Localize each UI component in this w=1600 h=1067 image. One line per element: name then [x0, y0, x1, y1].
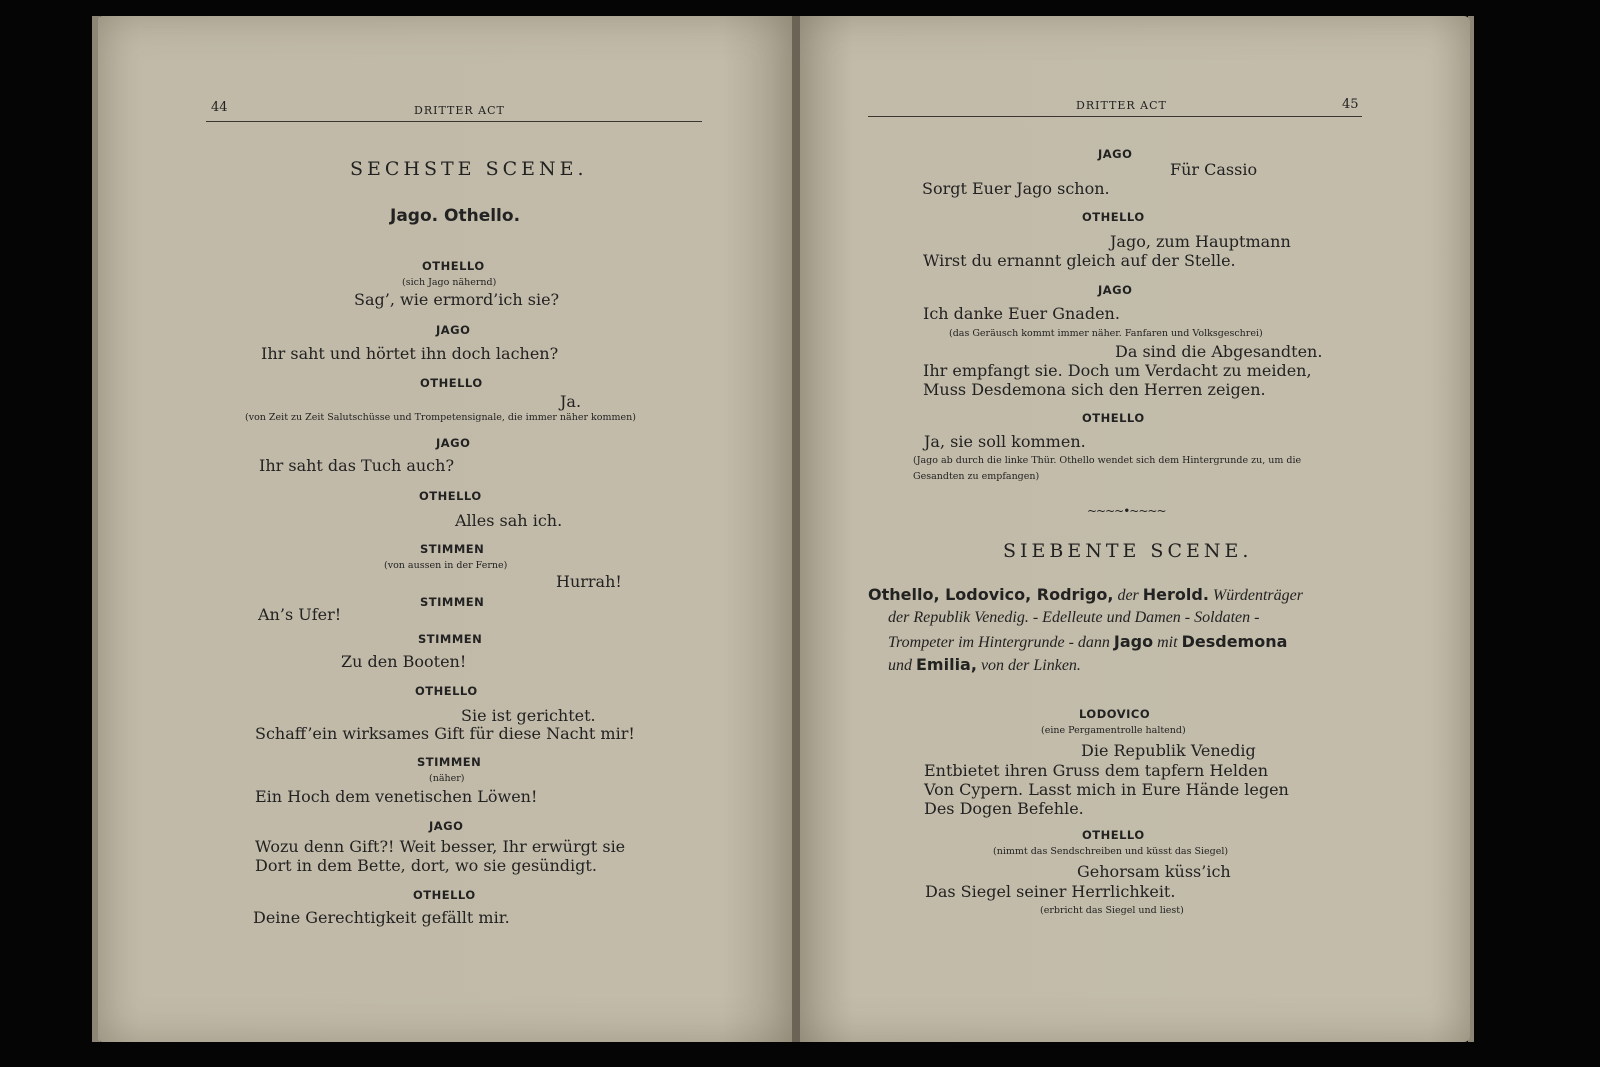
speaker-label: STIMMEN — [420, 542, 485, 556]
dialogue-line: Ich danke Euer Gnaden. — [923, 304, 1120, 323]
stage-direction: Gesandten zu empfangen) — [913, 471, 1040, 482]
running-head: DRITTER ACT — [414, 104, 505, 117]
dialogue-line: Hurrah! — [556, 572, 622, 591]
cast-names: Emilia, — [916, 655, 977, 674]
dialogue-line: Ein Hoch dem venetischen Löwen! — [255, 787, 538, 806]
header-rule — [868, 116, 1362, 117]
stage-direction: (näher) — [429, 773, 465, 784]
dialogue-line: Ihr saht das Tuch auch? — [259, 456, 455, 475]
speaker-label: OTHELLO — [415, 684, 478, 698]
cast-names: Jago — [1113, 632, 1154, 651]
speaker-label: JAGO — [436, 323, 471, 337]
dialogue-line: Ja. — [560, 392, 582, 411]
dialogue-line: Muss Desdemona sich den Herren zeigen. — [923, 380, 1266, 399]
stage-direction: (das Geräusch kommt immer näher. Fanfaren und Volksgeschrei) — [949, 328, 1263, 339]
intro-text: Trompeter im Hintergrunde - dann — [888, 634, 1110, 651]
dialogue-line: Zu den Booten! — [341, 652, 467, 671]
dialogue-line: Ja, sie soll kommen. — [924, 432, 1086, 451]
speaker-label: OTHELLO — [413, 888, 476, 902]
running-head: DRITTER ACT — [1076, 99, 1167, 112]
speaker-label: STIMMEN — [417, 755, 482, 769]
book-gutter — [792, 16, 800, 1042]
stage-direction: (erbricht das Siegel und liest) — [1040, 905, 1184, 916]
stage-direction: (nimmt das Sendschreiben und küsst das Siegel) — [993, 846, 1229, 857]
dialogue-line: Sie ist gerichtet. — [461, 706, 596, 725]
stage-direction: (eine Pergamentrolle haltend) — [1041, 725, 1186, 736]
scene-intro-line — [888, 632, 1287, 652]
intro-text: Würdenträger — [1212, 587, 1303, 604]
cast-names: Herold. — [1142, 585, 1209, 604]
dialogue-line: Ihr saht und hörtet ihn doch lachen? — [261, 344, 559, 363]
intro-text: von der Linken. — [980, 657, 1081, 674]
intro-text: und — [888, 657, 912, 674]
dialogue-line: Dort in dem Bette, dort, wo sie gesündigt. — [255, 856, 597, 875]
speaker-label: JAGO — [436, 436, 471, 450]
dialogue-line: Schaff’ein wirksames Gift für diese Nacht mir! — [255, 724, 635, 743]
speaker-label: JAGO — [429, 819, 464, 833]
dialogue-line: Wozu denn Gift?! Weit besser, Ihr erwürgt sie — [255, 837, 626, 856]
speaker-label: JAGO — [1098, 283, 1133, 297]
speaker-label: OTHELLO — [419, 489, 482, 503]
cast-names: Othello, Lodovico, Rodrigo, — [868, 585, 1114, 604]
stage-direction: (sich Jago nähernd) — [402, 277, 497, 288]
cast-list: Jago. Othello. — [390, 206, 521, 226]
speaker-label: OTHELLO — [1082, 828, 1145, 842]
scene-intro-line — [888, 655, 1081, 675]
page-number: 44 — [211, 100, 228, 115]
stage-direction: (von Zeit zu Zeit Salutschüsse und Trompetensignale, die immer näher kommen) — [245, 412, 636, 423]
speaker-label: OTHELLO — [422, 259, 485, 273]
dialogue-line: Da sind die Abgesandten. — [1115, 342, 1323, 361]
intro-text: der — [1117, 587, 1139, 604]
dialogue-line: Das Siegel seiner Herrlichkeit. — [925, 882, 1176, 901]
speaker-label: OTHELLO — [420, 376, 483, 390]
dialogue-line: Deine Gerechtigkeit gefällt mir. — [253, 908, 510, 927]
dialogue-line: Alles sah ich. — [455, 511, 563, 530]
cast-names: Desdemona — [1181, 632, 1288, 651]
scene-intro-line — [868, 585, 1303, 605]
speaker-label: LODOVICO — [1079, 707, 1151, 721]
scene-title: SIEBENTE SCENE. — [1003, 540, 1253, 562]
intro-text: der Republik Venedig. - Edelleute und Damen - Soldaten - — [888, 609, 1260, 626]
page-number: 45 — [1342, 97, 1359, 112]
dialogue-line: An’s Ufer! — [258, 605, 342, 624]
dialogue-line: Ihr empfangt sie. Doch um Verdacht zu meiden, — [923, 361, 1312, 380]
book-spread — [98, 16, 1470, 1042]
dialogue-line: Wirst du ernannt gleich auf der Stelle. — [923, 251, 1236, 270]
intro-text: mit — [1157, 634, 1178, 651]
dialogue-line: Entbietet ihren Gruss dem tapfern Helden — [924, 761, 1268, 780]
speaker-label: JAGO — [1098, 147, 1133, 161]
stage-direction: (von aussen in der Ferne) — [384, 560, 508, 571]
scene-title: SECHSTE SCENE. — [350, 158, 588, 180]
dialogue-line: Für Cassio — [1170, 160, 1258, 179]
speaker-label: STIMMEN — [420, 595, 485, 609]
speaker-label: STIMMEN — [418, 632, 483, 646]
left-page — [98, 16, 792, 1042]
dialogue-line: Gehorsam küss’ich — [1077, 862, 1231, 881]
header-rule — [206, 121, 702, 122]
dialogue-line: Des Dogen Befehle. — [924, 799, 1084, 818]
dialogue-line: Jago, zum Hauptmann — [1110, 232, 1291, 251]
scene-intro-line — [888, 609, 1259, 627]
dialogue-line: Sag’, wie ermord’ich sie? — [354, 290, 560, 309]
dialogue-line: Die Republik Venedig — [1081, 741, 1256, 760]
speaker-label: OTHELLO — [1082, 210, 1145, 224]
right-page — [800, 16, 1470, 1042]
dialogue-line: Von Cypern. Lasst mich in Eure Hände legen — [924, 780, 1289, 799]
stage-direction: (Jago ab durch die linke Thür. Othello wendet sich dem Hintergrunde zu, um die — [913, 455, 1302, 466]
dialogue-line: Sorgt Euer Jago schon. — [922, 179, 1110, 198]
speaker-label: OTHELLO — [1082, 411, 1145, 425]
ornament-divider: ~~~~•~~~~ — [1087, 504, 1166, 518]
